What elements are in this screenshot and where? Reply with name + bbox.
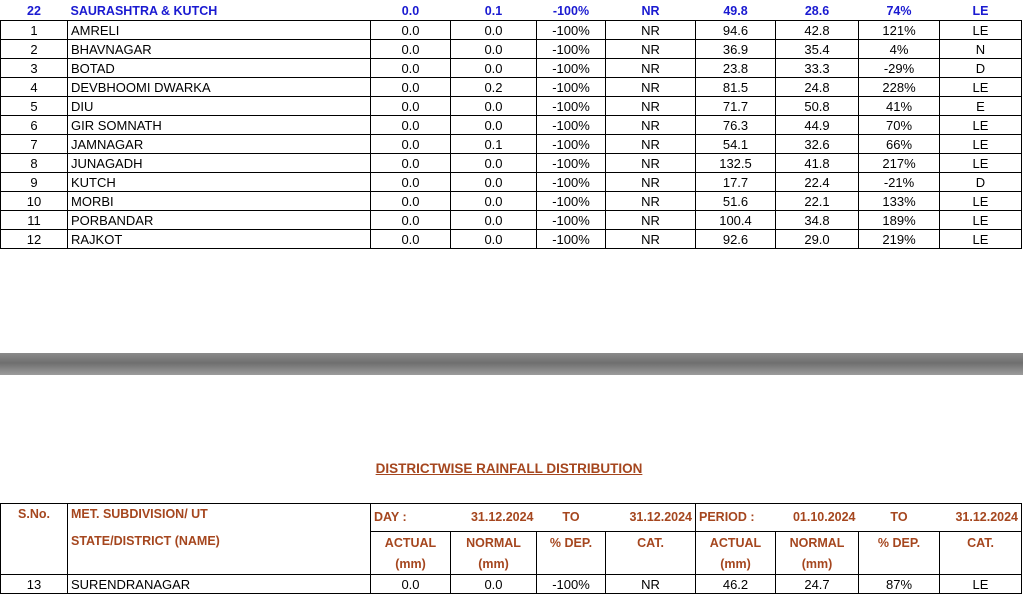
row-period-normal: 32.6: [776, 135, 859, 154]
row-day-normal: 0.0: [451, 116, 537, 135]
row-sno: 10: [1, 192, 68, 211]
sno-header-spacer-2: [1, 554, 68, 575]
day-dep-unit-spacer: [537, 554, 606, 575]
row-period-cat: LE: [940, 211, 1022, 230]
row-period-normal: 29.0: [776, 230, 859, 249]
row-period-cat: LE: [940, 78, 1022, 97]
district-rainfall-table: [0, 503, 1022, 594]
row-day-actual: 0.0: [371, 575, 451, 594]
row-day-cat: NR: [606, 230, 696, 249]
row-period-cat: LE: [940, 230, 1022, 249]
sno-header-spacer: [1, 531, 68, 554]
row-sno: 8: [1, 154, 68, 173]
row-period-normal: 24.8: [776, 78, 859, 97]
row-day-actual: 0.0: [371, 173, 451, 192]
row-period-normal: 41.8: [776, 154, 859, 173]
period-normal-header: NORMAL: [776, 531, 859, 554]
row-day-dep: -100%: [537, 59, 606, 78]
day-normal-header: NORMAL: [451, 531, 537, 554]
row-period-normal: 22.1: [776, 192, 859, 211]
subdivision-period-normal: 28.6: [804, 3, 830, 18]
row-day-dep: -100%: [537, 135, 606, 154]
row-day-dep: -100%: [537, 173, 606, 192]
subdivision-name: SAURASHTRA & KUTCH: [70, 3, 218, 18]
row-period-dep: 70%: [859, 116, 940, 135]
row-period-dep: 217%: [859, 154, 940, 173]
table-row: [1, 230, 1022, 249]
header-row-columns: [1, 531, 1022, 554]
row-period-normal: 44.9: [776, 116, 859, 135]
row-day-cat: NR: [606, 575, 696, 594]
row-day-cat: NR: [606, 116, 696, 135]
row-period-dep: 121%: [859, 21, 940, 40]
table-row: [1, 154, 1022, 173]
row-period-normal: 24.7: [776, 575, 859, 594]
table-row: [1, 211, 1022, 230]
row-sno: 13: [1, 575, 68, 594]
row-period-normal: 22.4: [776, 173, 859, 192]
day-to-date: 31.12.2024: [606, 504, 696, 532]
row-period-actual: 17.7: [696, 173, 776, 192]
row-day-cat: NR: [606, 192, 696, 211]
row-day-normal: 0.0: [451, 40, 537, 59]
row-day-dep: -100%: [537, 116, 606, 135]
row-district: SURENDRANAGAR: [68, 575, 371, 594]
row-district: PORBANDAR: [68, 211, 371, 230]
table-row: [1, 40, 1022, 59]
header-row-dates: [1, 504, 1022, 532]
period-dep-unit-spacer: [859, 554, 940, 575]
row-day-actual: 0.0: [371, 21, 451, 40]
row-district: RAJKOT: [68, 230, 371, 249]
period-cat-unit-spacer: [940, 554, 1022, 575]
row-district: KUTCH: [68, 173, 371, 192]
row-day-dep: -100%: [537, 154, 606, 173]
row-day-normal: 0.0: [451, 211, 537, 230]
row-day-actual: 0.0: [371, 97, 451, 116]
table-row: [1, 135, 1022, 154]
header-row-units: [1, 554, 1022, 575]
row-day-dep: -100%: [537, 192, 606, 211]
row-day-cat: NR: [606, 97, 696, 116]
subdivision-day-actual: 0.0: [401, 3, 420, 18]
row-sno: 7: [1, 135, 68, 154]
row-period-actual: 81.5: [696, 78, 776, 97]
period-label: PERIOD :: [696, 504, 776, 532]
row-period-dep: 87%: [859, 575, 940, 594]
row-period-dep: 189%: [859, 211, 940, 230]
row-period-dep: 219%: [859, 230, 940, 249]
subdivision-day-normal: 0.1: [484, 3, 503, 18]
row-day-actual: 0.0: [371, 211, 451, 230]
subdivision-day-dep: -100%: [552, 3, 590, 18]
day-dep-header: % DEP.: [537, 531, 606, 554]
row-day-actual: 0.0: [371, 135, 451, 154]
row-day-normal: 0.0: [451, 192, 537, 211]
table-row: [1, 97, 1022, 116]
row-day-cat: NR: [606, 173, 696, 192]
subdivision-rainfall-table: [0, 2, 1022, 249]
row-period-normal: 33.3: [776, 59, 859, 78]
row-period-cat: LE: [940, 154, 1022, 173]
section-title: DISTRICTWISE RAINFALL DISTRIBUTION: [375, 461, 643, 476]
row-sno: 2: [1, 40, 68, 59]
row-day-cat: NR: [606, 59, 696, 78]
row-period-dep: 4%: [859, 40, 940, 59]
table-row: [1, 21, 1022, 40]
day-normal-unit: (mm): [451, 554, 537, 575]
row-period-normal: 50.8: [776, 97, 859, 116]
row-sno: 11: [1, 211, 68, 230]
row-day-actual: 0.0: [371, 116, 451, 135]
period-normal-unit: (mm): [776, 554, 859, 575]
row-day-actual: 0.0: [371, 230, 451, 249]
row-day-dep: -100%: [537, 78, 606, 97]
row-day-normal: 0.0: [451, 173, 537, 192]
row-period-dep: 66%: [859, 135, 940, 154]
row-period-cat: LE: [940, 135, 1022, 154]
row-period-normal: 35.4: [776, 40, 859, 59]
row-sno: 1: [1, 21, 68, 40]
period-cat-header: CAT.: [940, 531, 1022, 554]
day-cat-unit-spacer: [606, 554, 696, 575]
day-to-word: TO: [537, 504, 606, 532]
row-sno: 6: [1, 116, 68, 135]
row-day-dep: -100%: [537, 21, 606, 40]
row-period-dep: 133%: [859, 192, 940, 211]
row-day-cat: NR: [606, 211, 696, 230]
row-period-cat: D: [940, 59, 1022, 78]
row-district: DIU: [68, 97, 371, 116]
period-to-word: TO: [859, 504, 940, 532]
row-period-actual: 23.8: [696, 59, 776, 78]
row-day-actual: 0.0: [371, 192, 451, 211]
row-day-normal: 0.0: [451, 21, 537, 40]
subdivision-period-cat: LE: [972, 3, 989, 18]
subdivision-day-cat: NR: [641, 3, 660, 18]
table-row: [1, 116, 1022, 135]
row-day-cat: NR: [606, 40, 696, 59]
row-period-cat: LE: [940, 21, 1022, 40]
row-day-normal: 0.0: [451, 97, 537, 116]
row-period-cat: N: [940, 40, 1022, 59]
day-actual-header: ACTUAL: [371, 531, 451, 554]
row-sno: 3: [1, 59, 68, 78]
row-period-dep: -21%: [859, 173, 940, 192]
row-period-actual: 51.6: [696, 192, 776, 211]
row-period-cat: E: [940, 97, 1022, 116]
row-period-dep: -29%: [859, 59, 940, 78]
row-sno: 4: [1, 78, 68, 97]
period-actual-unit: (mm): [696, 554, 776, 575]
row-district: JUNAGADH: [68, 154, 371, 173]
row-district: JAMNAGAR: [68, 135, 371, 154]
row-district: GIR SOMNATH: [68, 116, 371, 135]
row-day-normal: 0.1: [451, 135, 537, 154]
row-period-cat: LE: [940, 575, 1022, 594]
row-period-dep: 41%: [859, 97, 940, 116]
row-period-actual: 71.7: [696, 97, 776, 116]
row-district: DEVBHOOMI DWARKA: [68, 78, 371, 97]
period-from-date: 01.10.2024: [776, 504, 859, 532]
row-day-cat: NR: [606, 154, 696, 173]
row-day-dep: -100%: [537, 211, 606, 230]
table-row: [1, 192, 1022, 211]
row-sno: 9: [1, 173, 68, 192]
row-period-actual: 46.2: [696, 575, 776, 594]
row-day-dep: -100%: [537, 97, 606, 116]
row-period-dep: 228%: [859, 78, 940, 97]
sno-header: S.No.: [1, 504, 68, 532]
row-period-actual: 132.5: [696, 154, 776, 173]
row-sno: 5: [1, 97, 68, 116]
row-period-cat: LE: [940, 192, 1022, 211]
table-row: [1, 173, 1022, 192]
day-from-date: 31.12.2024: [451, 504, 537, 532]
row-day-dep: -100%: [537, 575, 606, 594]
row-period-actual: 92.6: [696, 230, 776, 249]
day-label: DAY :: [371, 504, 451, 532]
day-cat-header: CAT.: [606, 531, 696, 554]
subdivision-period-dep: 74%: [886, 3, 912, 18]
period-dep-header: % DEP.: [859, 531, 940, 554]
row-period-cat: D: [940, 173, 1022, 192]
name-header-spacer: [68, 554, 371, 575]
row-day-actual: 0.0: [371, 59, 451, 78]
row-day-normal: 0.2: [451, 78, 537, 97]
subdivision-sno: 22: [27, 3, 41, 18]
section-divider: [0, 353, 1023, 375]
row-district: AMRELI: [68, 21, 371, 40]
table-row: [1, 78, 1022, 97]
row-sno: 12: [1, 230, 68, 249]
row-day-normal: 0.0: [451, 230, 537, 249]
row-day-actual: 0.0: [371, 40, 451, 59]
row-period-cat: LE: [940, 116, 1022, 135]
row-day-actual: 0.0: [371, 78, 451, 97]
row-period-actual: 36.9: [696, 40, 776, 59]
row-period-actual: 76.3: [696, 116, 776, 135]
period-actual-header: ACTUAL: [696, 531, 776, 554]
row-day-normal: 0.0: [451, 575, 537, 594]
row-period-normal: 34.8: [776, 211, 859, 230]
row-day-normal: 0.0: [451, 59, 537, 78]
row-day-cat: NR: [606, 135, 696, 154]
row-day-dep: -100%: [537, 40, 606, 59]
row-district: MORBI: [68, 192, 371, 211]
row-district: BOTAD: [68, 59, 371, 78]
name-header-line1: MET. SUBDIVISION/ UT: [68, 504, 371, 532]
row-day-dep: -100%: [537, 230, 606, 249]
day-actual-unit: (mm): [371, 554, 451, 575]
subdivision-period-actual: 49.8: [723, 3, 748, 18]
row-district: BHAVNAGAR: [68, 40, 371, 59]
row-period-actual: 54.1: [696, 135, 776, 154]
subdivision-row: [1, 2, 1022, 21]
row-day-actual: 0.0: [371, 154, 451, 173]
row-period-actual: 100.4: [696, 211, 776, 230]
row-period-normal: 42.8: [776, 21, 859, 40]
name-header-line2: STATE/DISTRICT (NAME): [68, 531, 371, 554]
table-row: [1, 59, 1022, 78]
row-day-cat: NR: [606, 78, 696, 97]
row-period-actual: 94.6: [696, 21, 776, 40]
period-to-date: 31.12.2024: [940, 504, 1022, 532]
row-day-normal: 0.0: [451, 154, 537, 173]
row-day-cat: NR: [606, 21, 696, 40]
